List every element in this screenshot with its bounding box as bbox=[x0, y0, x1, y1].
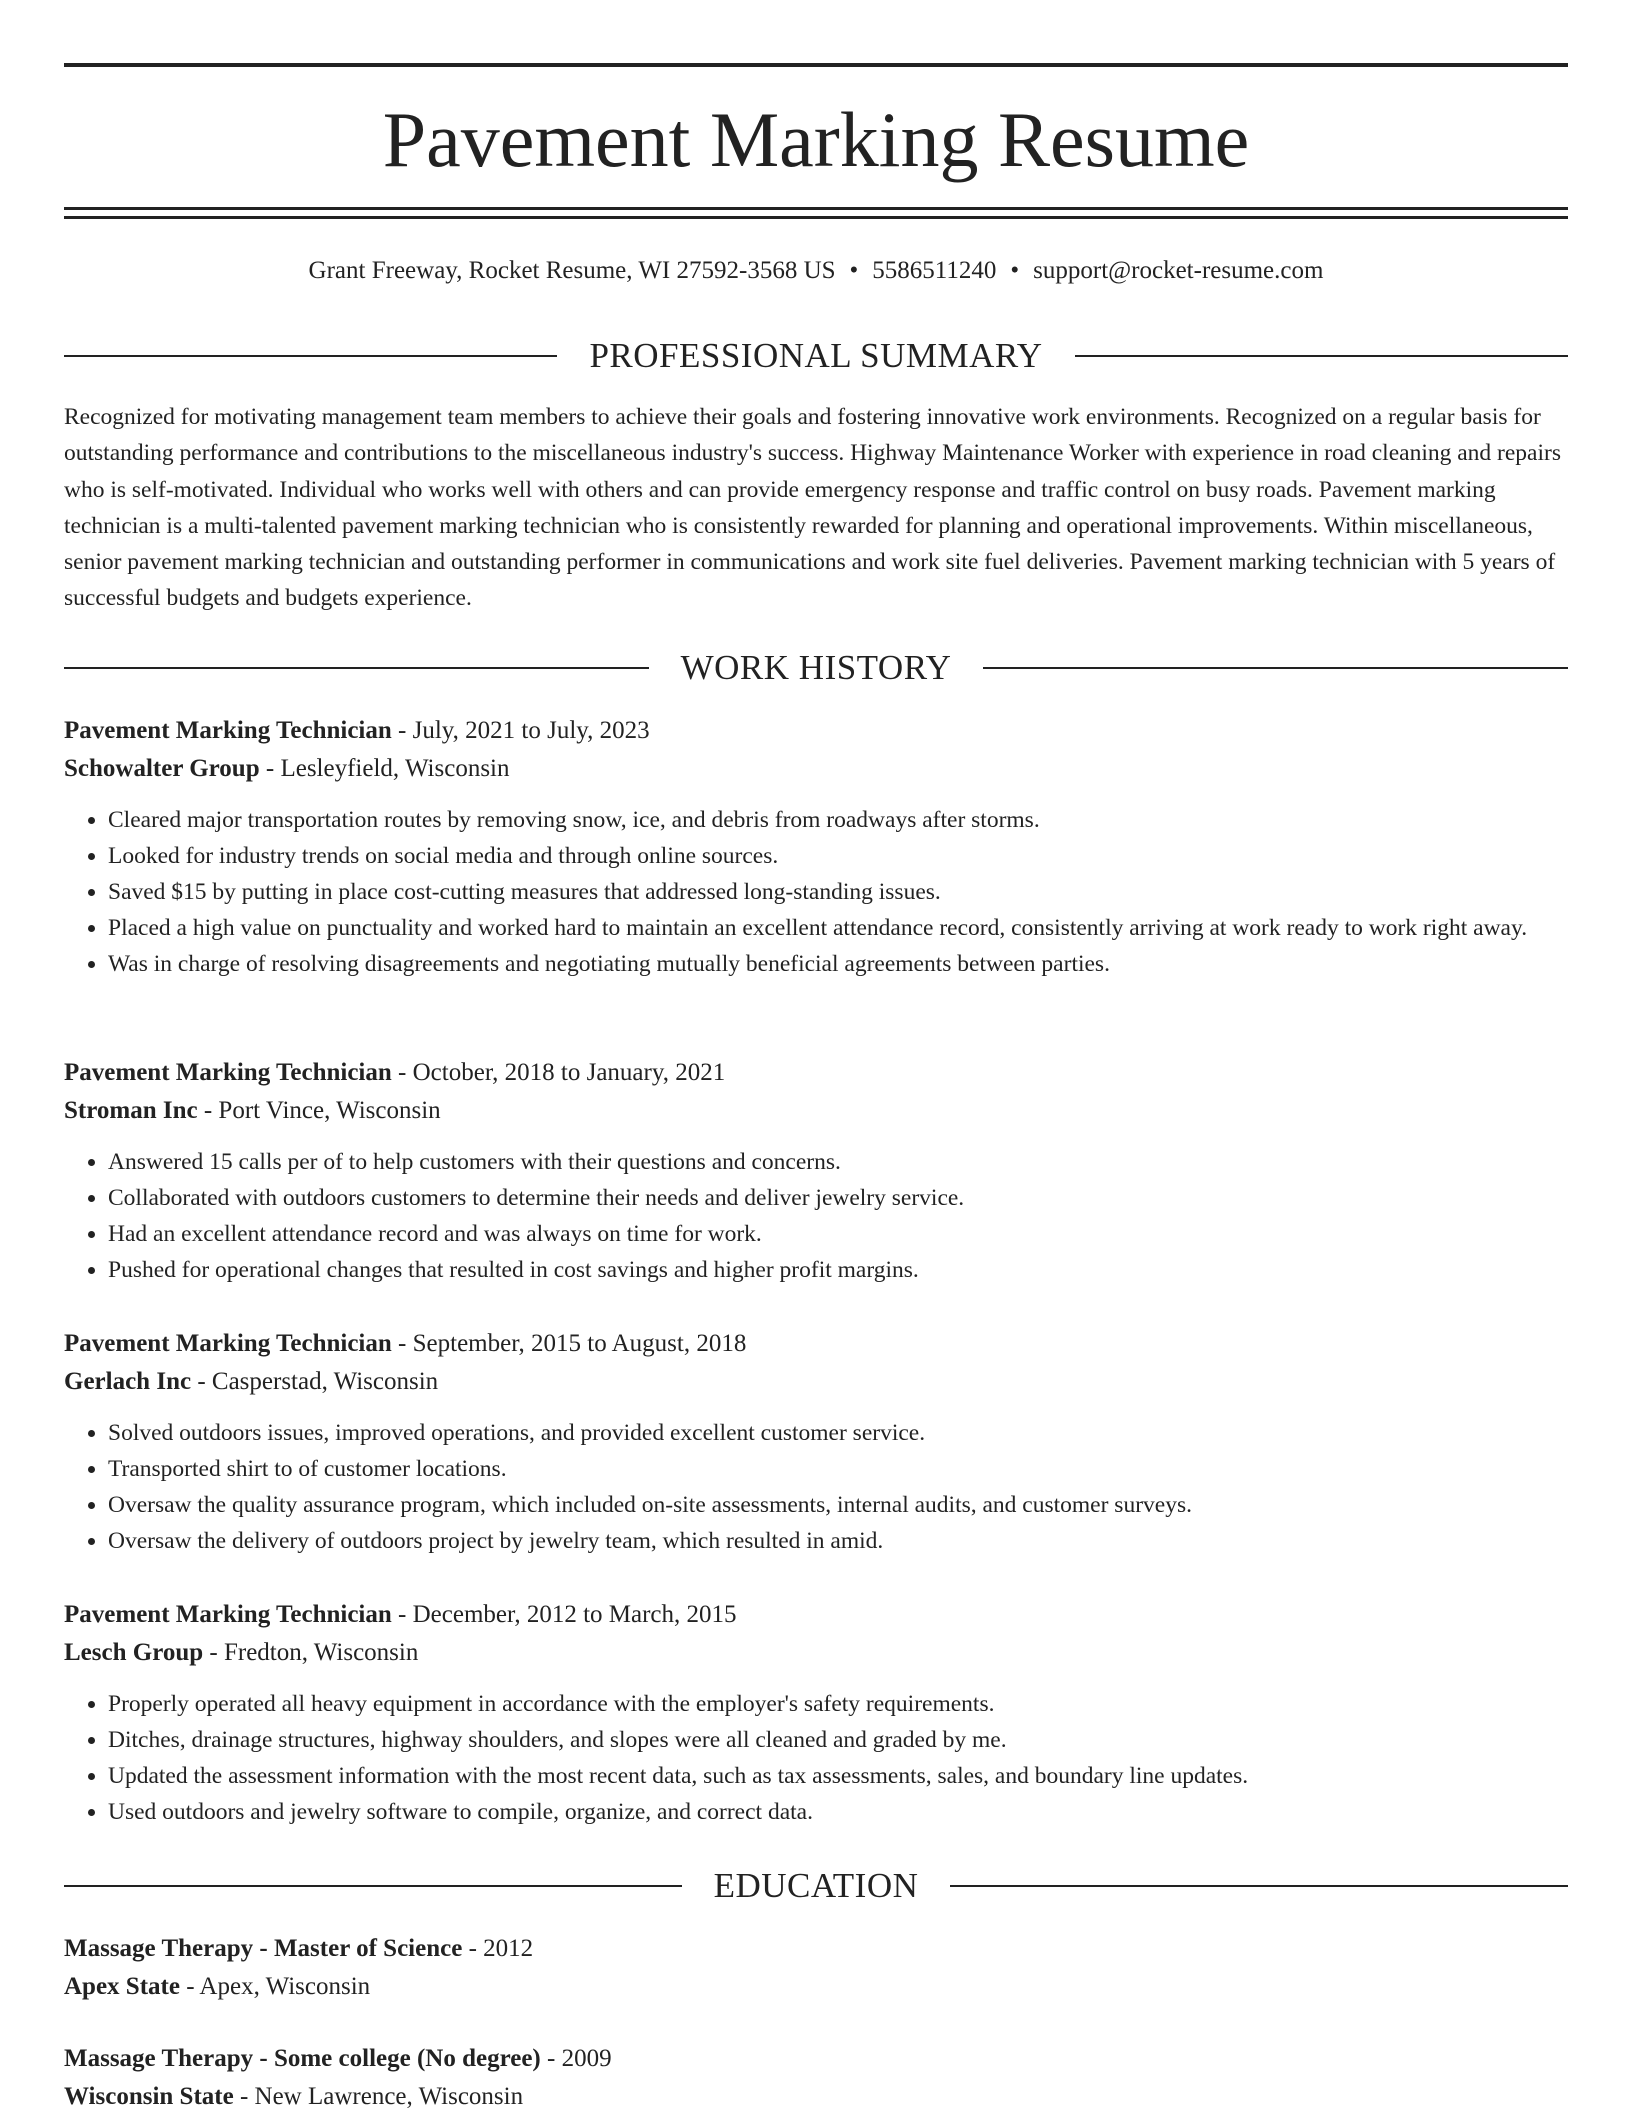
education-school: Wisconsin State bbox=[64, 2083, 234, 2110]
job-bullets bbox=[64, 1415, 1568, 1559]
job-location: - Lesleyfield, Wisconsin bbox=[259, 755, 510, 782]
education-location: - Apex, Wisconsin bbox=[179, 1973, 371, 2000]
job-dates: - October, 2018 to January, 2021 bbox=[391, 1059, 726, 1086]
education-entry bbox=[64, 1930, 1568, 2006]
education-heading: EDUCATION bbox=[713, 1866, 919, 1905]
job-bullet: • Pushed for operational changes that resulted in cost savings and higher profit margins. bbox=[108, 1252, 1568, 1288]
job-title: Pavement Marking Technician bbox=[64, 717, 392, 744]
job-entry bbox=[64, 1054, 1568, 1288]
job-bullet: • Was in charge of resolving disagreements and negotiating mutually beneficial agreements between parties. bbox=[108, 946, 1568, 982]
job-bullets bbox=[64, 1144, 1568, 1288]
section-rule-left bbox=[64, 355, 557, 357]
job-company: Gerlach Inc bbox=[64, 1368, 192, 1395]
contact-phone: 5586511240 bbox=[872, 257, 997, 284]
job-bullet: • Had an excellent attendance record and was always on time for work. bbox=[108, 1216, 1568, 1252]
job-entry bbox=[64, 712, 1568, 982]
job-company: Stroman Inc bbox=[64, 1097, 198, 1124]
job-entry bbox=[64, 1596, 1568, 1830]
contact-email: support@rocket-resume.com bbox=[1033, 257, 1324, 284]
job-bullet: • Oversaw the quality assurance program, which included on-site assessments, internal audits, and customer surveys. bbox=[108, 1487, 1568, 1523]
education-entry bbox=[64, 2040, 1568, 2116]
job-bullet: • Saved $15 by putting in place cost-cutting measures that addressed long-standing issues. bbox=[108, 874, 1568, 910]
job-bullet: • Updated the assessment information with the most recent data, such as tax assessments, sales, and boundary line updates. bbox=[108, 1758, 1568, 1794]
job-bullet: • Answered 15 calls per of to help customers with their questions and concerns. bbox=[108, 1144, 1568, 1180]
summary-section-header bbox=[64, 334, 1568, 378]
job-dates: - July, 2021 to July, 2023 bbox=[391, 717, 650, 744]
job-location: - Casperstad, Wisconsin bbox=[191, 1368, 439, 1395]
job-bullet: • Solved outdoors issues, improved operations, and provided excellent customer service. bbox=[108, 1415, 1568, 1451]
section-rule-right bbox=[1075, 355, 1568, 357]
education-school: Apex State bbox=[64, 1973, 180, 2000]
job-bullet: • Oversaw the delivery of outdoors project by jewelry team, which resulted in amid. bbox=[108, 1523, 1568, 1559]
job-bullet: • Cleared major transportation routes by removing snow, ice, and debris from roadways after storms. bbox=[108, 802, 1568, 838]
job-bullets bbox=[64, 1686, 1568, 1830]
contact-separator: • bbox=[849, 257, 859, 284]
job-title: Pavement Marking Technician bbox=[64, 1601, 392, 1628]
contact-separator: • bbox=[1010, 257, 1020, 284]
job-title: Pavement Marking Technician bbox=[64, 1059, 392, 1086]
job-bullet: • Transported shirt to of customer locations. bbox=[108, 1451, 1568, 1487]
job-dates: - September, 2015 to August, 2018 bbox=[391, 1330, 747, 1357]
resume-title: Pavement Marking Resume bbox=[382, 96, 1250, 183]
job-dates: - December, 2012 to March, 2015 bbox=[391, 1601, 737, 1628]
job-bullet: • Used outdoors and jewelry software to compile, organize, and correct data. bbox=[108, 1794, 1568, 1830]
summary-heading: PROFESSIONAL SUMMARY bbox=[589, 336, 1043, 375]
section-rule-left bbox=[64, 667, 649, 669]
education-degree: Massage Therapy - Master of Science bbox=[64, 1935, 463, 1962]
top-rule bbox=[64, 63, 1568, 67]
job-bullets bbox=[64, 802, 1568, 982]
job-bullet: • Placed a high value on punctuality and worked hard to maintain an excellent attendance record, consistently arriving at work ready to work right away. bbox=[108, 910, 1568, 946]
job-entry bbox=[64, 1325, 1568, 1559]
job-bullet: • Collaborated with outdoors customers to determine their needs and deliver jewelry service. bbox=[108, 1180, 1568, 1216]
education-degree: Massage Therapy - Some college (No degree) bbox=[64, 2045, 541, 2072]
contact-line bbox=[64, 255, 1568, 287]
title-rule-lower bbox=[64, 216, 1568, 219]
job-title: Pavement Marking Technician bbox=[64, 1330, 392, 1357]
job-company: Schowalter Group bbox=[64, 755, 260, 782]
education-year: - 2009 bbox=[540, 2045, 612, 2072]
work-heading: WORK HISTORY bbox=[680, 648, 952, 687]
work-section-header bbox=[64, 646, 1568, 690]
education-section-header bbox=[64, 1864, 1568, 1908]
section-rule-right bbox=[983, 667, 1568, 669]
job-location: - Port Vince, Wisconsin bbox=[197, 1097, 441, 1124]
title-rule-upper bbox=[64, 207, 1568, 210]
section-rule-right bbox=[950, 1885, 1568, 1887]
job-bullet: • Properly operated all heavy equipment in accordance with the employer's safety requirements. bbox=[108, 1686, 1568, 1722]
job-location: - Fredton, Wisconsin bbox=[203, 1639, 419, 1666]
education-location: - New Lawrence, Wisconsin bbox=[233, 2083, 524, 2110]
job-bullet: • Looked for industry trends on social media and through online sources. bbox=[108, 838, 1568, 874]
job-company: Lesch Group bbox=[64, 1639, 204, 1666]
summary-text: Recognized for motivating management team members to achieve their goals and fostering innovative work environments. Recognized on a regular basis for outstanding performance and contributions to the miscellaneous industry's success. Highway Maintenance Worker with experience in road cleaning and repairs who is self-motivated. Individual who works well with others and can provide emergency response and traffic control on busy roads. Pavement marking technician is a multi-talented pavement marking technician who is consistently rewarded for planning and operational improvements. Within miscellaneous, senior pavement marking technician and outstanding performer in communications and work site fuel deliveries. Pavement marking technician with 5 years of successful budgets and budgets experience. bbox=[64, 404, 1561, 612]
education-year: - 2012 bbox=[462, 1935, 534, 1962]
contact-address: Grant Freeway, Rocket Resume, WI 27592-3568 US bbox=[308, 257, 836, 284]
section-rule-left bbox=[64, 1885, 682, 1887]
job-bullet: • Ditches, drainage structures, highway shoulders, and slopes were all cleaned and graded by me. bbox=[108, 1722, 1568, 1758]
